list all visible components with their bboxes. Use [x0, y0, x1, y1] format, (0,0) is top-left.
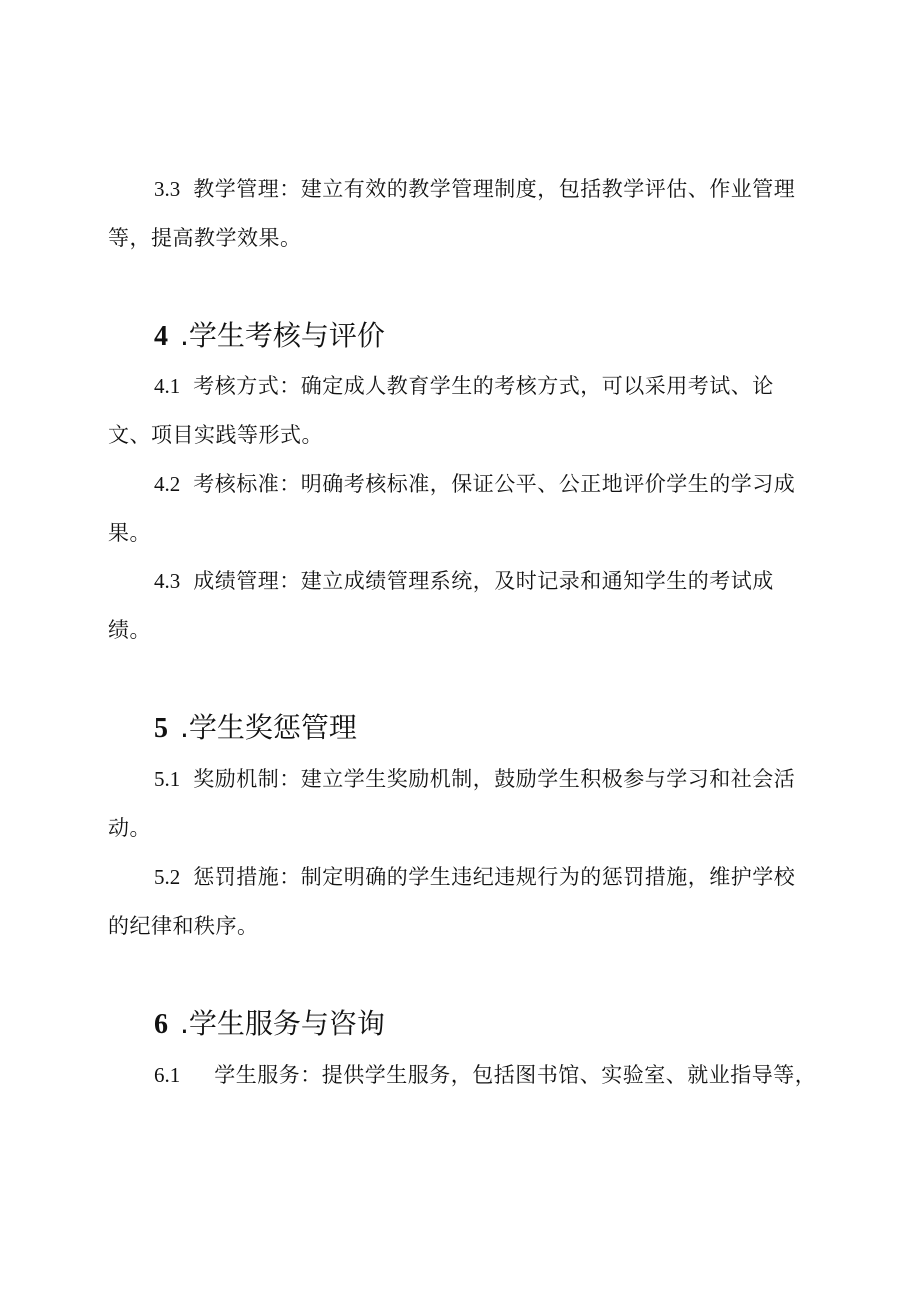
item-number: 4.1 [154, 374, 181, 398]
paragraph-text: 惩罚措施：制定明确的学生违纪违规行为的惩罚措施，维护学校 [193, 865, 796, 889]
paragraph-text-continued: 动。 [108, 816, 151, 840]
section-heading-4 [154, 316, 385, 357]
item-number: 4.2 [154, 472, 181, 496]
paragraph-text-continued: 文、项目实践等形式。 [108, 423, 323, 447]
paragraph-5-1 [108, 755, 808, 853]
heading-title: .学生服务与咨询 [180, 1007, 385, 1040]
heading-number: 6 [154, 1009, 168, 1040]
item-number: 5.2 [154, 865, 181, 889]
paragraph-5-2 [108, 853, 808, 951]
paragraph-text-continued: 果。 [108, 521, 151, 545]
paragraph-text: 考核方式：确定成人教育学生的考核方式，可以采用考试、论 [193, 374, 774, 398]
paragraph-4-2 [108, 460, 808, 558]
item-number: 6.1 [154, 1063, 181, 1087]
heading-number: 4 [154, 321, 168, 352]
paragraph-line [108, 755, 808, 804]
paragraph-text-continued: 的纪律和秩序。 [108, 914, 259, 938]
item-number: 5.1 [154, 767, 181, 791]
paragraph-3-3 [108, 165, 808, 263]
paragraph-4-3 [108, 557, 808, 655]
paragraph-text-continued: 等，提高教学效果。 [108, 226, 302, 250]
paragraph-4-1 [108, 362, 808, 460]
heading-title: .学生考核与评价 [180, 319, 385, 352]
paragraph-line [108, 362, 808, 411]
paragraph-line [108, 460, 808, 509]
paragraph-text: 学生服务：提供学生服务，包括图书馆、实验室、就业指导等， [214, 1063, 817, 1087]
paragraph-text: 奖励机制：建立学生奖励机制，鼓励学生积极参与学习和社会活 [193, 767, 796, 791]
section-heading-6 [154, 1004, 385, 1045]
section-heading-5 [154, 708, 357, 749]
item-number: 4.3 [154, 569, 181, 593]
paragraph-line [108, 165, 808, 214]
paragraph-text-continued: 绩。 [108, 618, 151, 642]
paragraph-line [108, 853, 808, 902]
paragraph-text: 考核标准：明确考核标准，保证公平、公正地评价学生的学习成 [193, 472, 796, 496]
paragraph-text: 成绩管理：建立成绩管理系统，及时记录和通知学生的考试成 [193, 569, 774, 593]
heading-title: .学生奖惩管理 [180, 711, 357, 744]
paragraph-6-1 [108, 1051, 817, 1100]
item-number: 3.3 [154, 177, 181, 201]
paragraph-line [108, 1051, 817, 1100]
heading-number: 5 [154, 713, 168, 744]
paragraph-text: 教学管理：建立有效的教学管理制度，包括教学评估、作业管理 [193, 177, 796, 201]
paragraph-line [108, 557, 808, 606]
